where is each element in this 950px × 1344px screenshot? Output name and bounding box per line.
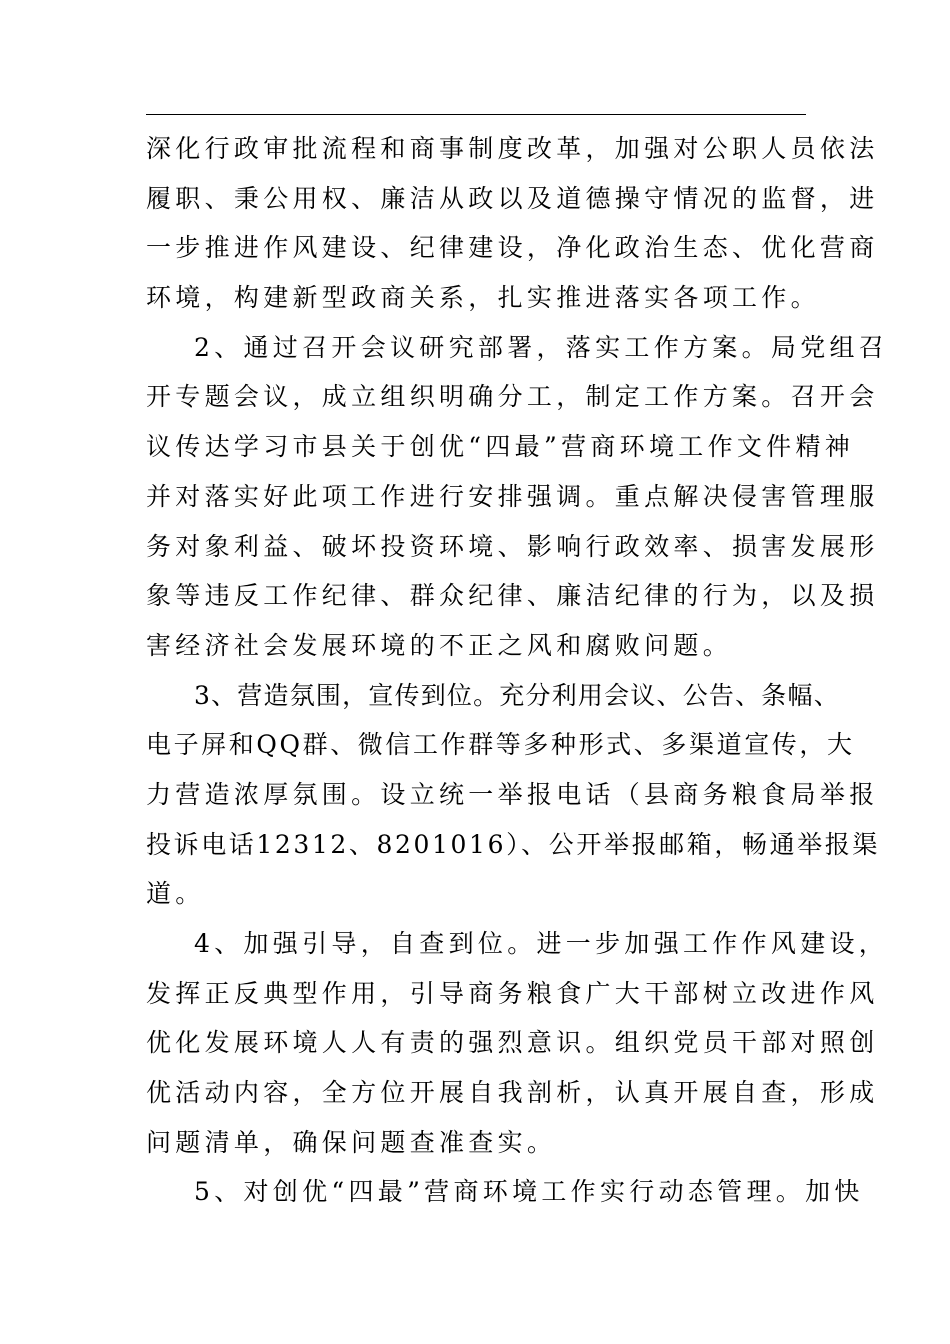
text-line: 投诉电话12312、8201016）、公开举报邮箱，畅通举报渠	[146, 829, 880, 859]
text-line: 并对落实好此项工作进行安排强调。重点解决侵害管理服	[146, 481, 879, 511]
header-rule	[146, 114, 806, 115]
text-line: 履职、秉公用权、廉洁从政以及道德操守情况的监督，进	[146, 183, 879, 213]
text-line: 问题清单，确保问题查准查实。	[146, 1127, 557, 1157]
text-line: 开专题会议，成立组织明确分工，制定工作方案。召开会	[146, 382, 879, 412]
text-line: 害经济社会发展环境的不正之风和腐败问题。	[146, 630, 733, 660]
text-line: 电子屏和QQ群、微信工作群等多种形式、多渠道宣传，大	[146, 730, 855, 760]
body-text	[146, 124, 889, 1217]
text-line: 优化发展环境人人有责的强烈意识。组织党员干部对照创	[146, 1028, 879, 1058]
paragraph-2-start: 2、通过召开会议研究部署，落实工作方案。局党组召	[194, 332, 889, 362]
text-line: 环境，构建新型政商关系，扎实推进落实各项工作。	[146, 283, 820, 313]
text-line: 优活动内容，全方位开展自我剖析，认真开展自查，形成	[146, 1078, 879, 1108]
text-line: 议传达学习市县关于创优“四最”营商环境工作文件精神	[146, 432, 855, 462]
text-line: 一步推进作风建设、纪律建设，净化政治生态、优化营商	[146, 233, 879, 263]
paragraph-4-start: 4、加强引导，自查到位。进一步加强工作作风建设，	[194, 929, 889, 958]
text-line: 力营造浓厚氛围。设立统一举报电话（县商务粮食局举报	[146, 779, 879, 809]
text-line: 务对象利益、破坏投资环境、影响行政效率、损害发展形	[146, 531, 879, 561]
text-line: 发挥正反典型作用，引导商务粮食广大干部树立改进作风	[146, 978, 879, 1008]
paragraph-5-start: 5、对创优“四最”营商环境工作实行动态管理。加快	[194, 1177, 864, 1207]
text-line: 象等违反工作纪律、群众纪律、廉洁纪律的行为，以及损	[146, 581, 879, 611]
text-line: 道。	[146, 879, 205, 909]
paragraph-3-start: 3、营造氛围，宣传到位。充分利用会议、公告、条幅、	[194, 680, 840, 710]
text-line: 深化行政审批流程和商事制度改革，加强对公职人员依法	[146, 134, 879, 163]
